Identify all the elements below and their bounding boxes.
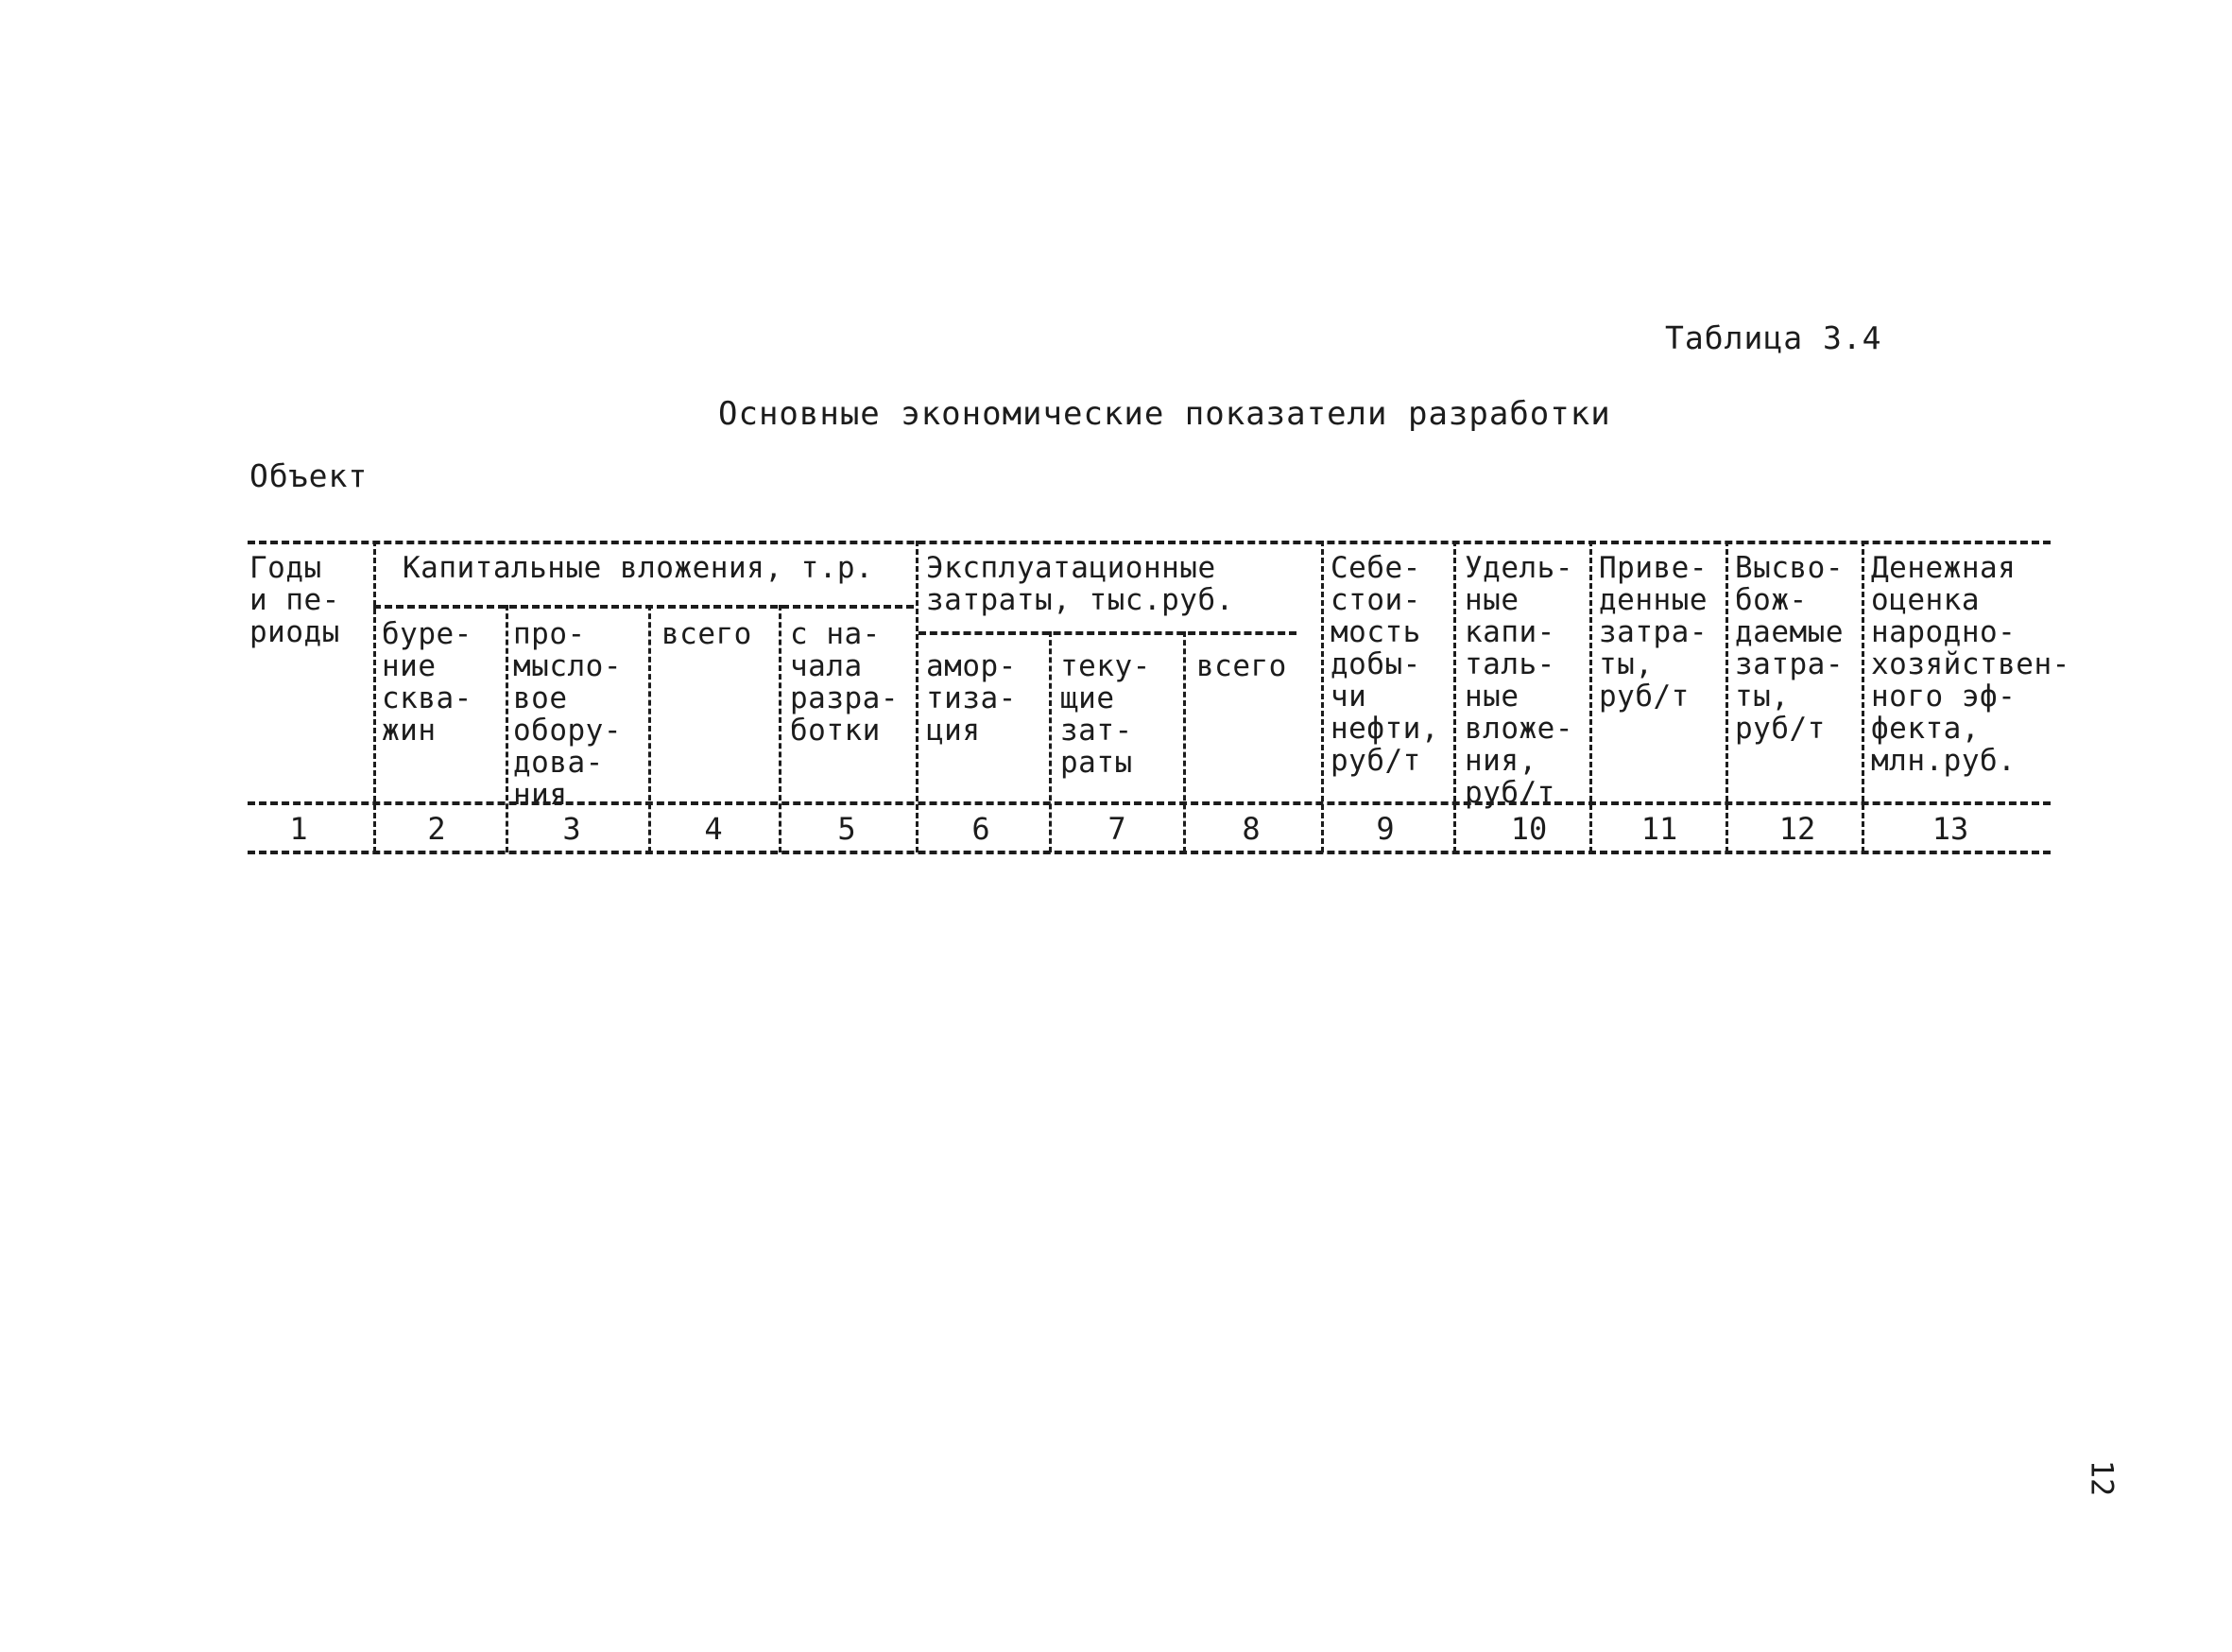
- col-reduced-costs-header: Приве- денные затра- ты, руб/т: [1599, 551, 1708, 714]
- col-released-costs-header: Высво- бож- даемые затра- ты, руб/т: [1735, 551, 1844, 746]
- table-label: Таблица 3.4: [1665, 319, 1882, 356]
- col-monetary-effect-header: Денежная оценка народно- хозяйствен- ного эф- фекта, млн.руб.: [1871, 551, 2070, 778]
- col-number-9: 9: [1376, 811, 1395, 847]
- capital-subheader-rule: [373, 605, 914, 609]
- col-number-12: 12: [1778, 811, 1816, 847]
- col-number-8: 8: [1242, 811, 1261, 847]
- col-divider-9: [1453, 541, 1456, 852]
- col-divider-5: [916, 541, 919, 852]
- col-number-11: 11: [1640, 811, 1678, 847]
- col-number-13: 13: [1932, 811, 1969, 847]
- col-number-6: 6: [971, 811, 990, 847]
- object-label: Объект: [249, 457, 369, 494]
- col-specific-investments-header: Удель- ные капи- таль- ные вложе- ния, руб/т: [1465, 551, 1573, 810]
- operating-costs-header: Эксплуатационные затраты, тыс.руб.: [926, 551, 1234, 617]
- page-number: 12: [2084, 1459, 2120, 1497]
- col-well-drilling-header: буре- ние сква- жин: [382, 617, 472, 748]
- capital-investments-header: Капитальные вложения, т.р.: [403, 551, 874, 585]
- col-divider-6: [1049, 631, 1052, 852]
- number-row-bottom-rule: [248, 851, 2051, 854]
- col-divider-11: [1726, 541, 1728, 852]
- col-divider-7: [1183, 631, 1186, 852]
- col-current-costs-header: теку- щие зат- раты: [1060, 649, 1151, 780]
- col-divider-4: [779, 605, 781, 852]
- col-number-2: 2: [427, 811, 446, 847]
- col-number-10: 10: [1510, 811, 1548, 847]
- col-field-equipment-header: про- мысло- вое обору- дова- ния: [513, 617, 622, 812]
- col-divider-3: [648, 605, 651, 852]
- col-years-periods-header: Годы и пе- риоды: [249, 551, 340, 649]
- col-divider-1: [373, 541, 376, 852]
- col-number-1: 1: [289, 811, 308, 847]
- col-divider-10: [1589, 541, 1592, 852]
- operating-subheader-rule: [919, 631, 1296, 635]
- col-divider-8: [1321, 541, 1324, 852]
- col-number-5: 5: [837, 811, 856, 847]
- col-cost-price-header: Себе- стои- мость добы- чи нефти, руб/т: [1331, 551, 1439, 778]
- col-amortization-header: амор- тиза- ция: [926, 649, 1017, 748]
- col-operating-total-header: всего: [1196, 649, 1287, 683]
- col-divider-2: [506, 605, 508, 852]
- col-capital-total-header: всего: [661, 617, 752, 651]
- col-number-7: 7: [1107, 811, 1126, 847]
- col-since-start-header: с на- чала разра- ботки: [790, 617, 899, 748]
- table-top-rule: [248, 541, 2051, 544]
- col-number-3: 3: [562, 811, 581, 847]
- col-divider-12: [1862, 541, 1864, 852]
- col-number-4: 4: [704, 811, 723, 847]
- document-title: Основные экономические показатели разработки: [718, 395, 1611, 433]
